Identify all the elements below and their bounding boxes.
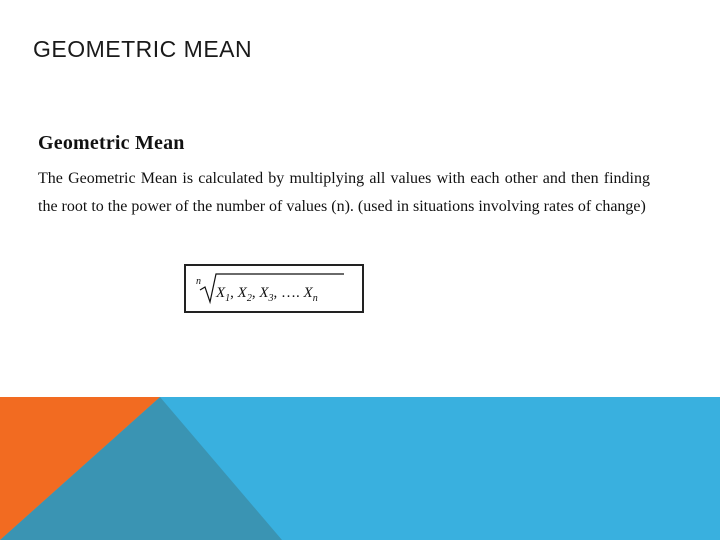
slide-title: GEOMETRIC MEAN: [33, 36, 253, 62]
root-index: n: [196, 276, 201, 287]
excerpt-body: The Geometric Mean is calculated by multiplying all values with each other and then finding the root to the power of the number of values (n). (used in situations involving rates of change): [38, 170, 650, 215]
excerpt-heading: Geometric Mean: [38, 132, 185, 154]
term-1: $X_1$,: [216, 285, 238, 304]
term-n: $X_n$: [303, 285, 318, 304]
term-2: $X_2$,: [237, 285, 260, 304]
term-3: $X_3$, ….: [259, 285, 300, 304]
